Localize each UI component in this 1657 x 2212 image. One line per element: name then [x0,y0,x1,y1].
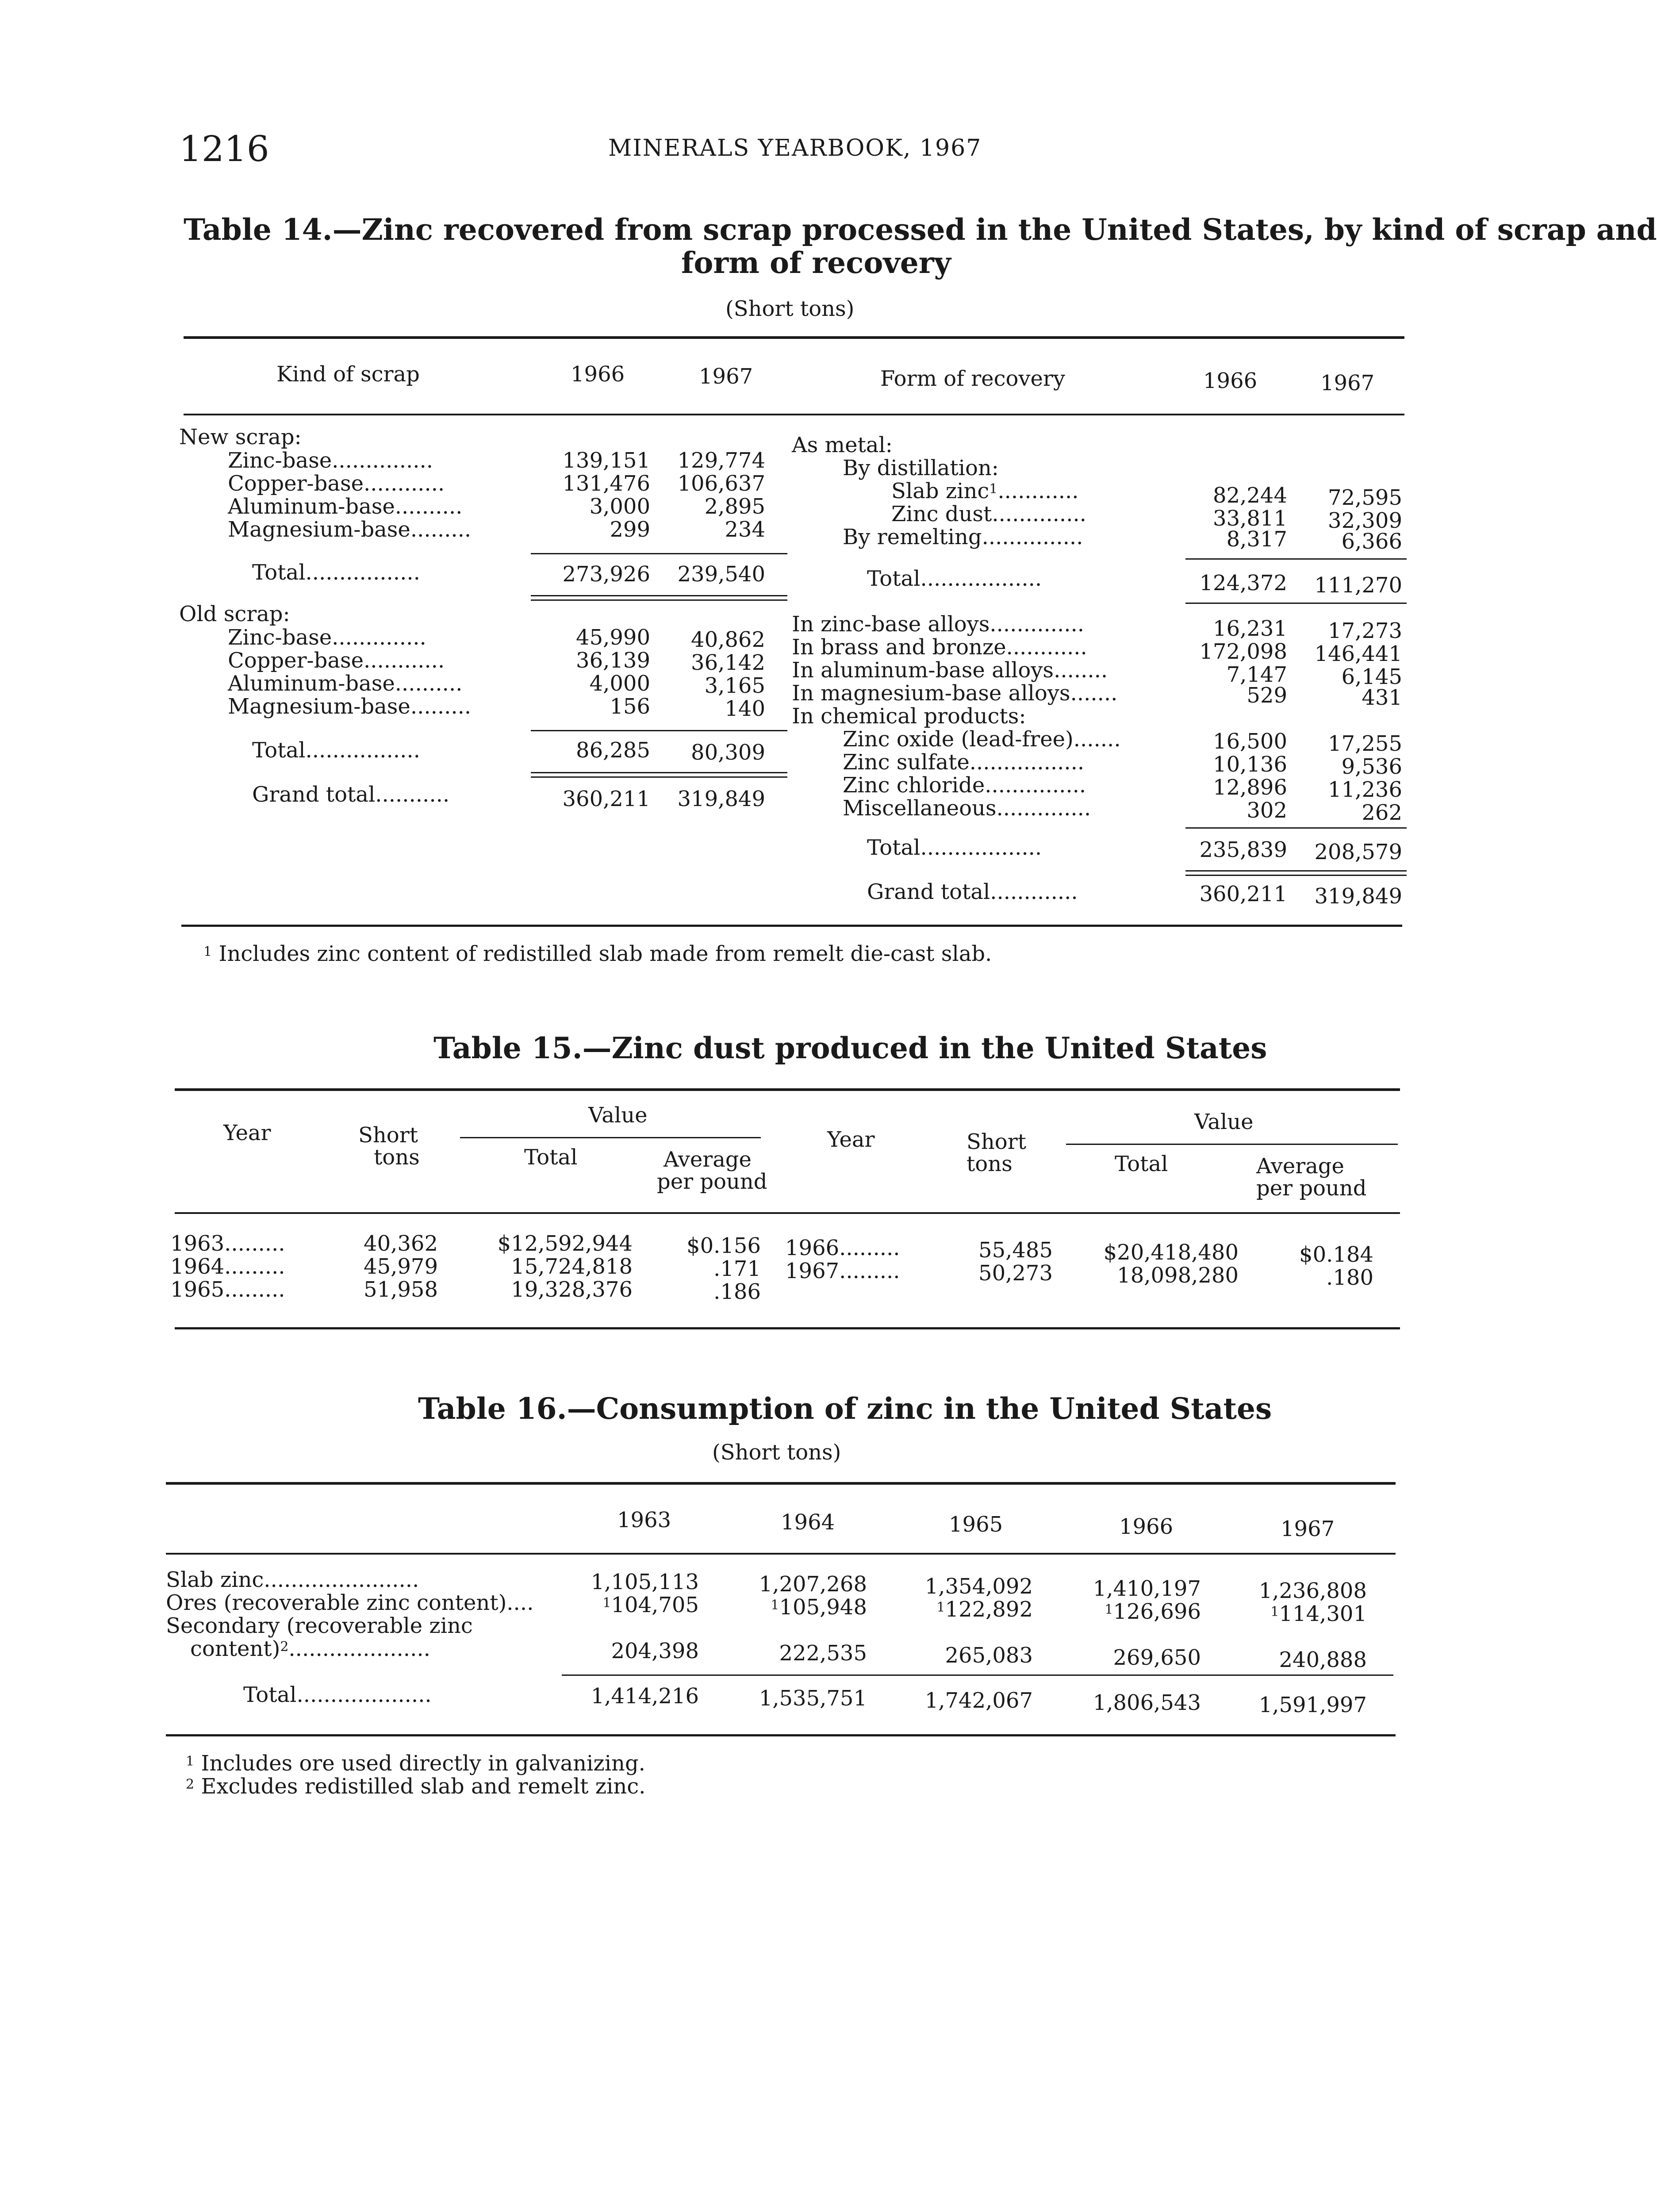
t15-tons: 40,362 [364,1231,438,1256]
t14-left-old-total-rule [531,772,787,773]
t14-right-v66: 8,317 [1226,527,1287,552]
t14-left-v67: 140 [725,696,765,721]
t14-col-1967: 1967 [699,364,753,389]
t14-left-label: Zinc-base............... [228,448,433,473]
t15-col-avg1-right: Average [1256,1154,1344,1179]
t14-right-label: Miscellaneous.............. [843,796,1091,821]
t14-right-v66: 124,372 [1199,571,1287,595]
t14-right-label: By remelting............... [843,525,1083,549]
t14-right-v67: 208,579 [1314,840,1402,864]
t14-left-v67: 40,862 [691,627,765,652]
t14-left-v67: 106,637 [677,471,765,496]
t15-avg: .171 [713,1256,761,1281]
t16-cell: $^1$114,301 [1270,1601,1367,1626]
table16-footnote-2: $^2$ Excludes redistilled slab and remelt zinc. [186,1774,646,1799]
t14-right-v66: 10,136 [1213,752,1287,777]
t14-left-label: Grand total........... [252,782,450,807]
t14-right-v67: 319,849 [1314,884,1402,909]
table16-header-rule [166,1553,1396,1555]
t16-cell: 1,207,268 [759,1572,867,1597]
t14-left-v67: 319,849 [677,787,765,811]
t14-left-v67: 3,165 [704,673,765,698]
t16-row-label: Total.................... [243,1682,432,1707]
t15-avg: .180 [1326,1265,1373,1290]
t14-left-v66: 156 [610,694,650,719]
t14-left-label: Copper-base............ [228,471,445,496]
t16-row-label: Slab zinc....................... [166,1567,419,1592]
t15-value-rule-left [460,1137,761,1138]
table14-title-line2: form of recovery [681,246,951,280]
t14-right-chem-subtotal-rule [1185,827,1407,829]
table14-footnote: $^1$ Includes zinc content of redistilled slab made from remelt die-cast slab. [203,941,992,966]
t14-left-label: Zinc-base.............. [228,625,426,650]
t14-left-label: Copper-base............ [228,648,445,673]
t16-cell: 1,354,092 [924,1574,1033,1599]
table15-header-rule [175,1212,1400,1214]
t16-cell: 1,410,197 [1093,1576,1201,1601]
t14-right-grand-rule2 [1185,875,1407,876]
t14-left-v67: 36,142 [691,650,765,675]
t14-right-label: Zinc dust.............. [891,502,1086,526]
t14-left-label: Aluminum-base.......... [228,494,463,519]
t16-cell: $^1$104,705 [602,1593,699,1617]
t15-total: $20,418,480 [1103,1240,1239,1265]
t15-col-avg1-left: Average [664,1147,752,1172]
t16-total-rule [562,1674,1393,1676]
t14-left-label: Total................. [252,738,420,763]
t14-col-form: Form of recovery [880,366,1065,391]
t16-cell: 1,591,997 [1258,1693,1367,1717]
table14-title-line1: Table 14.—Zinc recovered from scrap processed in the United States, by kind of scrap and [184,212,1657,247]
t14-left-v66: 299 [610,517,650,542]
t14-right-label: By distillation: [843,456,999,480]
t16-row-label: content)$^2$..................... [190,1636,430,1661]
t14-left-v67: 234 [725,517,765,542]
t14-col-kind: Kind of scrap [276,362,420,387]
t16-cell: 204,398 [611,1639,699,1663]
t16-cell: 265,083 [945,1643,1033,1668]
t15-year: 1966......... [785,1236,900,1260]
t14-left-label: Old scrap: [179,602,290,626]
t15-col-value-left: Value [588,1103,648,1128]
t14-left-v66: 4,000 [589,671,650,696]
table16-title: Table 16.—Consumption of zinc in the United States [418,1391,1272,1426]
t14-left-v66: 360,211 [562,787,650,811]
t16-cell: 1,535,751 [759,1686,867,1711]
t14-right-v67: 17,255 [1328,731,1402,756]
t15-avg: $0.184 [1299,1242,1373,1267]
t16-cell: $^1$126,696 [1105,1599,1201,1624]
t16-cell: $^1$122,892 [936,1597,1033,1622]
t16-year-1964: 1964 [781,1510,835,1535]
t16-cell: 1,236,808 [1258,1578,1367,1603]
t14-left-v67: 80,309 [691,740,765,765]
t14-right-v67: 6,366 [1341,529,1402,554]
t16-year-1966: 1966 [1119,1514,1174,1539]
t16-year-1965: 1965 [949,1512,1003,1537]
table15-title: Table 15.—Zinc dust produced in the United States [433,1031,1267,1065]
t14-right-label: Total.................. [867,566,1042,591]
t14-left-subtotal-rule [531,553,787,554]
t16-row-label: Secondary (recoverable zinc [166,1613,473,1638]
t15-col-total-left: Total [524,1145,578,1170]
t16-cell: 1,105,113 [591,1570,699,1594]
t14-right-v66: 16,231 [1213,616,1287,641]
table14-header-rule [184,414,1404,415]
t14-right-v67: 72,595 [1328,485,1402,510]
t15-year: 1963......... [170,1231,285,1256]
t15-col-year-left: Year [223,1121,271,1145]
table14-top-rule [184,336,1404,339]
t14-right-label: Slab zinc$^1$............ [891,479,1079,503]
t14-right-v67: 431 [1362,685,1402,710]
t14-right-grand-rule [1185,870,1407,872]
t14-left-total-rule [531,595,787,596]
t15-year: 1967......... [785,1259,900,1283]
t15-col-short-left: Short [358,1123,418,1148]
t14-right-label: Grand total............. [867,879,1078,904]
t15-total: $12,592,944 [497,1231,633,1256]
t14-left-label: New scrap: [179,425,302,449]
t14-left-total-rule2 [531,599,787,601]
t15-value-rule-right [1066,1144,1398,1145]
t14-right-label: In aluminum-base alloys........ [792,658,1108,683]
t15-col-avg2-left: per pound [657,1169,767,1194]
t14-col-1966b: 1966 [1203,369,1258,393]
page-number: 1216 [179,128,269,169]
t14-right-label: Total.................. [867,835,1042,860]
t14-right-v67: 11,236 [1328,777,1402,802]
t15-total: 15,724,818 [511,1254,633,1279]
t16-row-label: Ores (recoverable zinc content).... [166,1590,534,1615]
t15-tons: 51,958 [364,1277,438,1302]
t14-left-v66: 86,285 [576,738,650,763]
t14-right-v66: 302 [1247,798,1287,823]
table15-bottom-rule [175,1327,1400,1329]
running-head: MINERALS YEARBOOK, 1967 [608,135,982,161]
t15-total: 18,098,280 [1117,1263,1239,1288]
t15-col-tons-left: tons [374,1145,420,1170]
t15-tons: 55,485 [978,1238,1053,1263]
t14-fn-ref: 1 [989,481,998,497]
t14-right-total-rule [1185,603,1407,604]
t14-right-v66: 12,896 [1213,775,1287,800]
t14-right-label: In zinc-base alloys.............. [792,612,1085,637]
t14-right-v66: 360,211 [1199,882,1287,906]
t14-right-subtotal-rule [1185,558,1407,560]
t15-col-value-right: Value [1194,1110,1254,1134]
table15-top-rule [175,1088,1400,1091]
t15-tons: 50,273 [978,1261,1053,1286]
t15-avg: $0.156 [687,1233,761,1258]
t14-right-label: Zinc oxide (lead-free)....... [843,727,1121,752]
table16-top-rule [166,1482,1396,1485]
t16-cell: 269,650 [1113,1645,1201,1670]
t14-left-v67: 2,895 [704,494,765,519]
t14-right-v67: 9,536 [1341,754,1402,779]
t14-left-v66: 45,990 [576,625,650,650]
t14-left-v66: 3,000 [589,494,650,519]
t14-right-label: As metal: [792,433,893,457]
t14-left-v66: 36,139 [576,648,650,673]
t14-right-v67: 146,441 [1314,641,1402,666]
table16-unit: (Short tons) [712,1440,841,1465]
t14-left-old-total-rule2 [531,776,787,778]
t15-col-short-right: Short [967,1129,1026,1154]
t16-cell: 222,535 [779,1641,867,1666]
t14-right-label: Zinc chloride............... [843,773,1086,798]
t15-col-total-right: Total [1115,1152,1168,1176]
t16-cell: 1,414,216 [591,1684,699,1709]
t16-cell: 1,742,067 [924,1688,1033,1713]
t16-cell: 240,888 [1279,1647,1367,1672]
t14-left-label: Total................. [252,560,420,585]
t14-left-label: Magnesium-base......... [228,694,472,719]
t14-right-v67: 17,273 [1328,618,1402,643]
t14-right-v66: 33,811 [1213,506,1287,531]
t15-total: 19,328,376 [511,1277,633,1302]
t14-left-label: Aluminum-base.......... [228,671,463,696]
t14-right-v67: 32,309 [1328,508,1402,533]
t14-right-v67: 111,270 [1314,573,1402,598]
t14-left-v66: 273,926 [562,562,650,587]
t14-right-label: In brass and bronze............ [792,635,1087,660]
t14-right-v66: 82,244 [1213,483,1287,508]
t14-right-v66: 16,500 [1213,729,1287,754]
t15-col-year-right: Year [827,1127,875,1152]
t15-tons: 45,979 [364,1254,438,1279]
t14-right-v66: 172,098 [1199,639,1287,664]
t14-left-v67: 129,774 [677,448,765,473]
t14-col-1966: 1966 [571,362,625,387]
t16-year-1967: 1967 [1281,1517,1335,1541]
t14-left-v67: 239,540 [677,562,765,587]
t16-cell: $^1$105,948 [771,1595,867,1620]
t14-left-v66: 139,151 [562,448,650,473]
table16-bottom-rule [166,1734,1396,1736]
t14-col-1967b: 1967 [1320,371,1375,396]
table14-bottom-rule [181,925,1402,927]
t14-left-old-subtotal-rule [531,730,787,731]
t14-left-label: Magnesium-base......... [228,517,472,542]
t14-right-label: Zinc sulfate................. [843,750,1085,775]
table14-unit: (Short tons) [725,296,855,321]
t16-year-1963: 1963 [617,1508,671,1532]
t15-col-avg2-right: per pound [1256,1176,1367,1201]
t14-right-v66: 7,147 [1226,662,1287,687]
t16-cell: 1,806,543 [1093,1690,1201,1715]
t15-col-tons-right: tons [967,1152,1013,1176]
t15-year: 1964......... [170,1254,285,1279]
t14-left-v66: 131,476 [562,471,650,496]
t14-right-label: In chemical products: [792,704,1026,729]
t14-right-v66: 529 [1247,683,1287,708]
t14-right-v67: 6,145 [1341,664,1402,689]
t14-right-v67: 262 [1362,800,1402,825]
t14-right-label: In magnesium-base alloys....... [792,681,1118,706]
table16-footnote-1: $^1$ Includes ore used directly in galvanizing. [186,1751,645,1776]
t15-avg: .186 [713,1279,761,1304]
t14-right-v66: 235,839 [1199,837,1287,862]
t15-year: 1965......... [170,1277,285,1302]
